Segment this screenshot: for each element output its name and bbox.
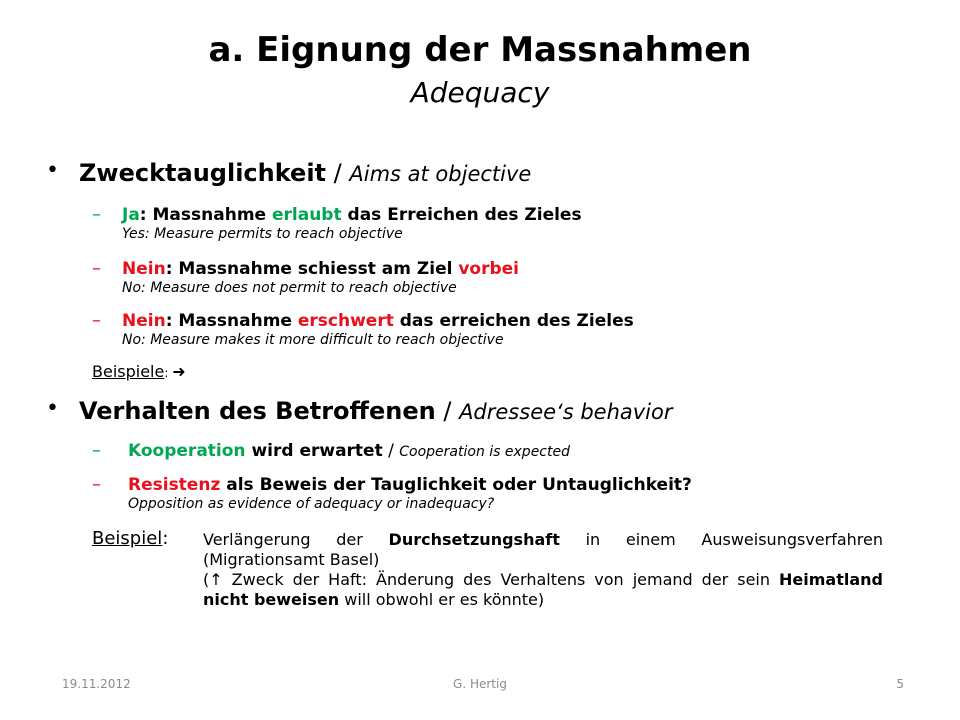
item-rest: als Beweis der Tauglichkeit oder Untauglichkeit? bbox=[220, 475, 692, 495]
section2-heading-en: Adressee‘s behavior bbox=[459, 400, 673, 424]
item-english: No: Measure does not permit to reach objective bbox=[122, 280, 457, 296]
example-text: Verlängerung der bbox=[203, 530, 389, 549]
item-mid: : Massnahme bbox=[139, 205, 272, 225]
dash-icon: – bbox=[92, 310, 101, 331]
section1-separator: / bbox=[326, 159, 350, 187]
item-rest: das erreichen des Zieles bbox=[393, 311, 634, 331]
item-main-text bbox=[128, 474, 692, 496]
footer-author: G. Hertig bbox=[453, 677, 507, 691]
item-separator: / bbox=[382, 441, 400, 461]
example-text: will obwohl er es könnte) bbox=[339, 590, 545, 609]
dash-icon: – bbox=[92, 474, 101, 495]
example-line-1 bbox=[203, 530, 883, 550]
section2-example-label bbox=[92, 528, 168, 549]
item-main-text bbox=[122, 310, 634, 332]
item-english: No: Measure makes it more difficult to reach objective bbox=[122, 332, 504, 348]
example-label: Beispiele bbox=[92, 362, 165, 381]
example-suffix: : bbox=[164, 366, 173, 380]
item-main-text bbox=[128, 440, 570, 463]
example-line-2: (Migrationsamt Basel) bbox=[203, 550, 380, 569]
item-rest: wird erwartet bbox=[245, 441, 383, 461]
dash-icon: – bbox=[92, 258, 101, 279]
item-key: vorbei bbox=[458, 259, 520, 279]
item-key: erschwert bbox=[297, 311, 394, 331]
example-line-4 bbox=[203, 590, 883, 610]
item-lead: Nein bbox=[122, 311, 166, 331]
arrow-right-icon: ➜ bbox=[172, 362, 186, 381]
item-key: Resistenz bbox=[128, 475, 221, 495]
footer-page-number: 5 bbox=[896, 677, 904, 691]
example-text: (↑ Zweck der Haft: Änderung des Verhaltens von jemand der sein bbox=[203, 570, 780, 589]
item-english: Yes: Measure permits to reach objective bbox=[122, 226, 403, 242]
footer-date: 19.11.2012 bbox=[62, 677, 131, 691]
section1-heading-line bbox=[79, 158, 531, 189]
item-key: Kooperation bbox=[128, 441, 246, 461]
item-english-inline: Cooperation is expected bbox=[399, 444, 570, 460]
example-line-3 bbox=[203, 570, 883, 590]
dash-icon: – bbox=[92, 440, 101, 461]
section1-example bbox=[92, 362, 186, 381]
item-key: erlaubt bbox=[271, 205, 342, 225]
dash-icon: – bbox=[92, 204, 101, 225]
bullet-icon: • bbox=[46, 396, 59, 421]
item-lead: Ja bbox=[122, 205, 140, 225]
section1-heading: Zwecktauglichkeit bbox=[79, 159, 327, 187]
example-text: in einem Ausweisungsverfahren bbox=[559, 530, 884, 549]
example-label: Beispiel bbox=[92, 528, 163, 549]
example-colon: : bbox=[162, 528, 169, 549]
item-english: Opposition as evidence of adequacy or inadequacy? bbox=[128, 496, 495, 512]
item-main-text bbox=[122, 258, 519, 280]
item-main-text bbox=[122, 204, 582, 226]
item-lead: Nein bbox=[122, 259, 166, 279]
example-bold: nicht beweisen bbox=[203, 590, 340, 609]
section2-heading: Verhalten des Betroffenen bbox=[79, 397, 436, 425]
section2-heading-line bbox=[79, 396, 673, 427]
item-rest: das Erreichen des Zieles bbox=[341, 205, 582, 225]
item-mid: : Massnahme bbox=[165, 311, 298, 331]
slide-subtitle: Adequacy bbox=[410, 76, 550, 109]
example-bold: Durchsetzungshaft bbox=[388, 530, 560, 549]
section1-heading-en: Aims at objective bbox=[349, 162, 532, 186]
section2-separator: / bbox=[435, 397, 460, 425]
section2-example-text bbox=[203, 530, 883, 610]
bullet-icon: • bbox=[46, 158, 59, 183]
slide-title: a. Eignung der Massnahmen bbox=[208, 30, 752, 70]
example-bold: Heimatland bbox=[779, 570, 883, 589]
item-mid: : Massnahme schiesst am Ziel bbox=[165, 259, 459, 279]
